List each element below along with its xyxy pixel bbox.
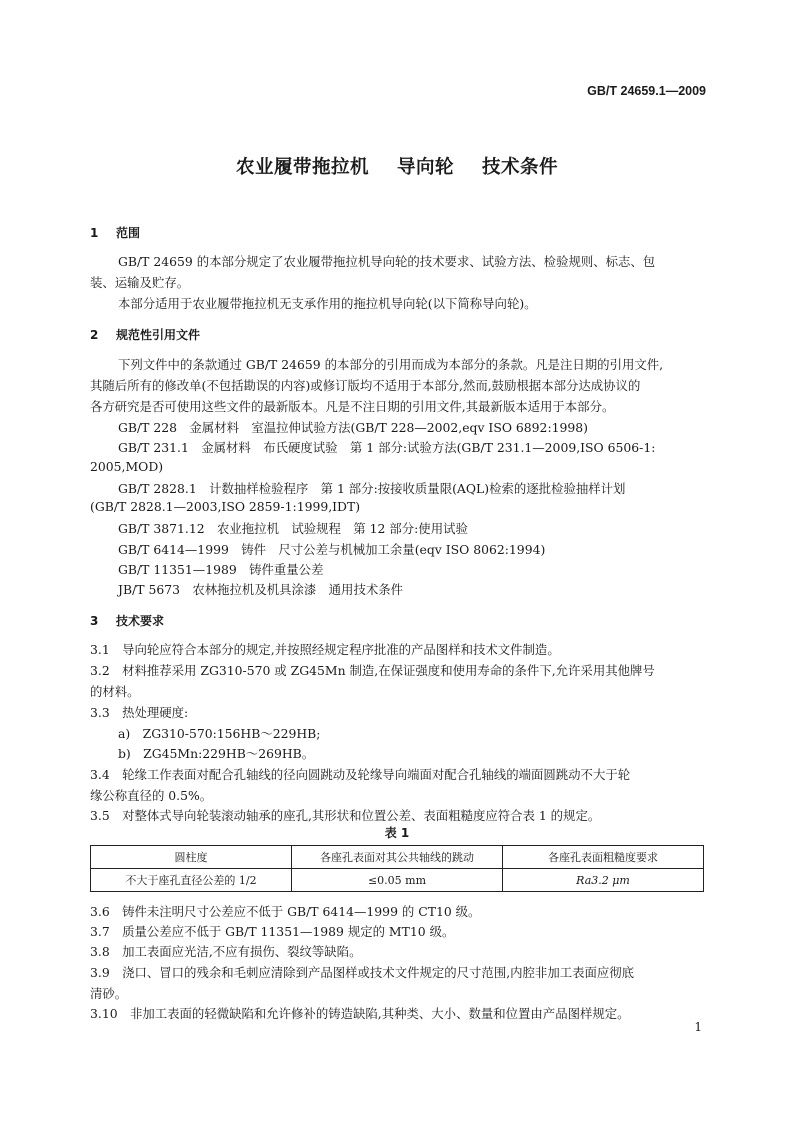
reference-item: GB/T 231.1 金属材料 布氏硬度试验 第 1 部分:试验方法(GB/T 231.1—2009,ISO 6506-1:: [118, 440, 656, 455]
section-number: 2: [90, 328, 99, 342]
table-cell: ≤0.05 mm: [292, 869, 503, 892]
clause: 3.7 质量公差应不低于 GB/T 11351—1989 规定的 MT10 级。: [90, 924, 455, 939]
clause: 3.4 轮缘工作表面对配合孔轴线的径向圆跳动及轮缘导向端面对配合孔轴线的端面圆跳动不大于轮: [90, 767, 631, 782]
clause: 3.5 对整体式导向轮装滚动轴承的座孔,其形状和位置公差、表面粗糙度应符合表 1 的规定。: [90, 808, 601, 823]
title-part-2: 导向轮: [396, 157, 454, 178]
clause-cont: 的材料。: [90, 684, 140, 699]
paragraph: 各方研究是否可使用这些文件的最新版本。凡是不注日期的引用文件,其最新版本适用于本部分。: [90, 399, 615, 414]
reference-item: GB/T 6414—1999 铸件 尺寸公差与机械加工余量(eqv ISO 8062:1994): [118, 542, 546, 557]
paragraph: 本部分适用于农业履带拖拉机无支承作用的拖拉机导向轮(以下简称导向轮)。: [118, 296, 537, 311]
table-header-cell: 各座孔表面粗糙度要求: [503, 846, 704, 869]
paragraph: 装、运输及贮存。: [90, 275, 190, 290]
page-number: 1: [694, 1020, 702, 1034]
reference-item: GB/T 2828.1 计数抽样检验程序 第 1 部分:按接收质量限(AQL)检索的逐批检验抽样计划: [118, 481, 626, 496]
paragraph: GB/T 24659 的本部分规定了农业履带拖拉机导向轮的技术要求、试验方法、检验规则、标志、包: [118, 254, 656, 269]
clause-cont: 清砂。: [90, 986, 128, 1001]
list-item: b) ZG45Mn:229HB～269HB。: [118, 746, 315, 761]
clause: 3.6 铸件未注明尺寸公差应不低于 GB/T 6414—1999 的 CT10 级。: [90, 904, 481, 919]
paragraph: 下列文件中的条款通过 GB/T 24659 的本部分的引用而成为本部分的条款。凡是注日期的引用文件,: [118, 357, 664, 372]
table-header-cell: 圆柱度: [91, 846, 292, 869]
clause: 3.2 材料推荐采用 ZG310-570 或 ZG45Mn 制造,在保证强度和使用寿命的条件下,允许采用其他牌号: [90, 663, 655, 678]
table-1: [90, 845, 704, 892]
reference-item: GB/T 11351—1989 铸件重量公差: [118, 562, 324, 577]
title-part-3: 技术条件: [482, 157, 559, 178]
table-cell: 不大于座孔直径公差的 1/2: [91, 869, 292, 892]
reference-item-cont: (GB/T 2828.1—2003,ISO 2859-1:1999,IDT): [90, 499, 361, 514]
section-number: 3: [90, 614, 99, 628]
clause: 3.3 热处理硬度:: [90, 705, 189, 720]
clause: 3.1 导向轮应符合本部分的规定,并按照经规定程序批准的产品图样和技术文件制造。: [90, 642, 560, 657]
clause: 3.9 浇口、冒口的残余和毛刺应清除到产品图样或技术文件规定的尺寸范围,内腔非加工表面应彻底: [90, 965, 635, 980]
table-cell: Ra3.2 μm: [503, 869, 704, 892]
section-3-heading: [90, 612, 164, 629]
section-title: 技术要求: [116, 614, 165, 628]
list-item: a) ZG310-570:156HB～229HB;: [118, 726, 321, 741]
clause-cont: 缘公称直径的 0.5%。: [90, 788, 213, 803]
table-caption: 表 1: [384, 826, 410, 840]
section-number: 1: [90, 226, 99, 240]
table-row: [91, 869, 704, 892]
title-part-1: 农业履带拖拉机: [235, 157, 369, 178]
reference-item: JB/T 5673 农林拖拉机及机具涂漆 通用技术条件: [118, 582, 404, 597]
reference-item: GB/T 3871.12 农业拖拉机 试验规程 第 12 部分:使用试验: [118, 521, 468, 536]
section-2-heading: [90, 326, 200, 343]
table-header-row: [91, 846, 704, 869]
reference-item: GB/T 228 金属材料 室温拉伸试验方法(GB/T 228—2002,eqv ISO 6892:1998): [118, 420, 588, 435]
clause: 3.10 非加工表面的轻微缺陷和允许修补的铸造缺陷,其种类、大小、数量和位置由产品图样规定。: [90, 1006, 630, 1021]
section-title: 规范性引用文件: [116, 328, 201, 342]
table-header-cell: 各座孔表面对其公共轴线的跳动: [292, 846, 503, 869]
document-title: [0, 153, 794, 179]
paragraph: 其随后所有的修改单(不包括勘误的内容)或修订版均不适用于本部分,然而,鼓励根据本部分达成协议的: [90, 378, 641, 393]
section-title: 范围: [116, 226, 141, 240]
section-1-heading: [90, 224, 140, 241]
standard-number: GB/T 24659.1—2009: [587, 84, 706, 98]
clause: 3.8 加工表面应光洁,不应有损伤、裂纹等缺陷。: [90, 944, 362, 959]
reference-item-cont: 2005,MOD): [90, 459, 164, 474]
